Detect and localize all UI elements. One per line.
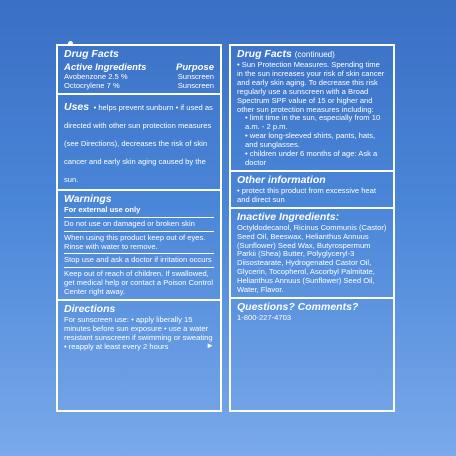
inactive-section (231, 209, 393, 299)
warn-eyes: When using this product keep out of eyes. Rinse with water to remove. (64, 232, 206, 251)
inactive-text: Octyldodecanol, Ricinus Communis (Castor) Seed Oil, Beeswax, Helianthus Annuus (Sunflower) Seed Wax, Butyrospermum Parkii (Shea) Butter, Polyglyceryl-3 Diisostearate, Hydrogenated Castor Oil, Glycerin, Tocopherol, Ascorbyl Palmitate, Helianthus Annuus (Sunflower) Seed Oil, Water, Flavor. (237, 222, 387, 295)
warn-damaged: Do not use on damaged or broken skin (64, 218, 195, 228)
uses-text: • helps prevent sunburn • if used as directed with other sun protection measures (see Directions), decreases the risk of skin cancer and early skin aging caused by the sun. (64, 102, 213, 184)
drug-facts-right-panel (229, 44, 395, 412)
other-info-section (231, 172, 393, 209)
sun-text: • Sun Protection Measures. Spending time in the sun increases your risk of skin cancer and early skin aging. To decrease this risk regularly use a sunscreen with a Broad Spectrum SPF value of 15 or higher and other sun protection measures including: (237, 60, 385, 114)
active-ingredients-section (58, 46, 220, 95)
ingredient-name: Octocrylene 7 % (64, 80, 120, 90)
ingredient-purpose: Sunscreen (177, 72, 214, 81)
uses-section (58, 95, 220, 191)
sun-bullet: • children under 6 months of age: Ask a doctor (245, 149, 378, 167)
panel-title: Drug Facts (64, 48, 119, 60)
warnings-section (58, 191, 220, 301)
ingredient-purpose: Sunscreen (177, 80, 214, 90)
sun-bullet: • wear long-sleeved shirts, pants, hats, and sunglasses. (245, 131, 376, 150)
phone-number: 1-800-227-4703 (237, 312, 292, 322)
sun-protection-section (231, 46, 393, 172)
title-sub: (continued) (294, 50, 335, 59)
panel-title: Drug Facts (continued) (237, 48, 335, 60)
questions-title: Questions? Comments? (237, 300, 359, 313)
other-title: Other information (237, 173, 326, 186)
questions-section (231, 299, 393, 325)
sun-bullet: • limit time in the sun, especially from 10 a.m. - 2 p.m. (245, 113, 381, 132)
ai-heading: Active Ingredients (64, 62, 147, 73)
other-text: • protect this product from excessive heat and direct sun (237, 185, 376, 204)
ingredient-name: Avobenzone 2.5 % (64, 72, 128, 81)
directions-text: For sunscreen use: • apply liberally 15 minutes before sun exposure • use a water resistant sunscreen if swimming or sweating • reapply at least every 2 hours (64, 315, 213, 351)
continue-arrow-icon: ► (206, 340, 214, 350)
warn-external: For external use only (64, 204, 141, 214)
drug-facts-left-panel (56, 44, 222, 412)
inactive-title: Inactive Ingredients: (237, 210, 340, 223)
directions-title: Directions (64, 303, 116, 316)
uses-title: Uses (64, 100, 90, 113)
warnings-title: Warnings (64, 192, 112, 205)
purpose-heading: Purpose (175, 62, 214, 73)
directions-section (58, 301, 220, 354)
ingredient-row (64, 82, 214, 91)
warn-children: Keep out of reach of children. If swallowed, get medical help or contact a Poison Control Center right away. (64, 269, 214, 297)
warn-stop: Stop use and ask a doctor if irritation occurs (64, 255, 212, 265)
